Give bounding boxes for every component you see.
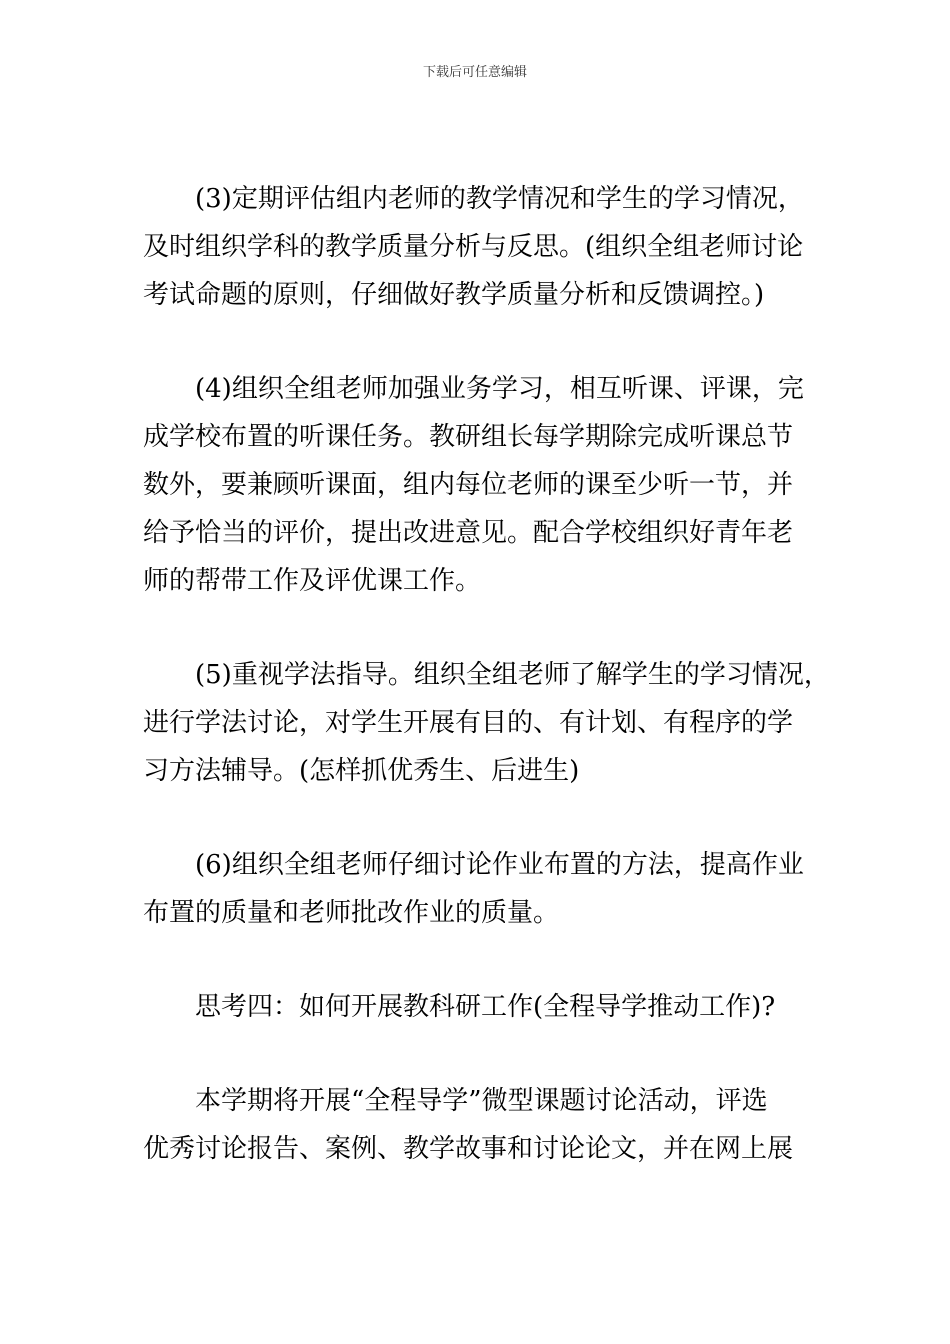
text-line: 习方法辅导。(怎样抓优秀生、后进生) <box>143 756 580 786</box>
text-line: (6)组织全组老师仔细讨论作业布置的方法，提高作业 <box>195 850 804 880</box>
text-line: 数外，要兼顾听课面，组内每位老师的课至少听一节，并 <box>143 470 794 500</box>
paragraph-item-3 <box>143 175 815 319</box>
text-line: 思考四：如何开展教科研工作(全程导学推动工作)? <box>195 992 776 1022</box>
text-line: 本学期将开展“全程导学”微型课题讨论活动，评选 <box>195 1086 768 1116</box>
text-line: 进行学法讨论，对学生开展有目的、有计划、有程序的学 <box>143 708 794 738</box>
paragraph-item-5 <box>143 651 830 795</box>
document-body <box>143 175 830 1173</box>
text-line: (3)定期评估组内老师的教学情况和学生的学习情况， <box>195 184 804 214</box>
text-line: 优秀讨论报告、案例、教学故事和讨论论文，并在网上展 <box>143 1134 794 1164</box>
text-line: (5)重视学法指导。组织全组老师了解学生的学习情况， <box>195 660 830 690</box>
section-heading <box>143 983 815 1031</box>
text-line: 师的帮带工作及评优课工作。 <box>143 566 482 596</box>
text-line: 成学校布置的听课任务。教研组长每学期除完成听课总节 <box>143 422 794 452</box>
text-line: 布置的质量和老师批改作业的质量。 <box>143 898 560 928</box>
text-line: (4)组织全组老师加强业务学习，相互听课、评课，完 <box>195 374 804 404</box>
text-line: 及时组织学科的教学质量分析与反思。(组织全组老师讨论 <box>143 232 804 262</box>
paragraph-item-6 <box>143 841 815 937</box>
text-line: 考试命题的原则，仔细做好教学质量分析和反馈调控。) <box>143 280 765 310</box>
paragraph-item-4 <box>143 365 815 605</box>
page-header: 下载后可任意编辑 <box>422 65 527 80</box>
text-line: 给予恰当的评价，提出改进意见。配合学校组织好青年老 <box>143 518 794 548</box>
paragraph-research-plan <box>143 1077 815 1173</box>
